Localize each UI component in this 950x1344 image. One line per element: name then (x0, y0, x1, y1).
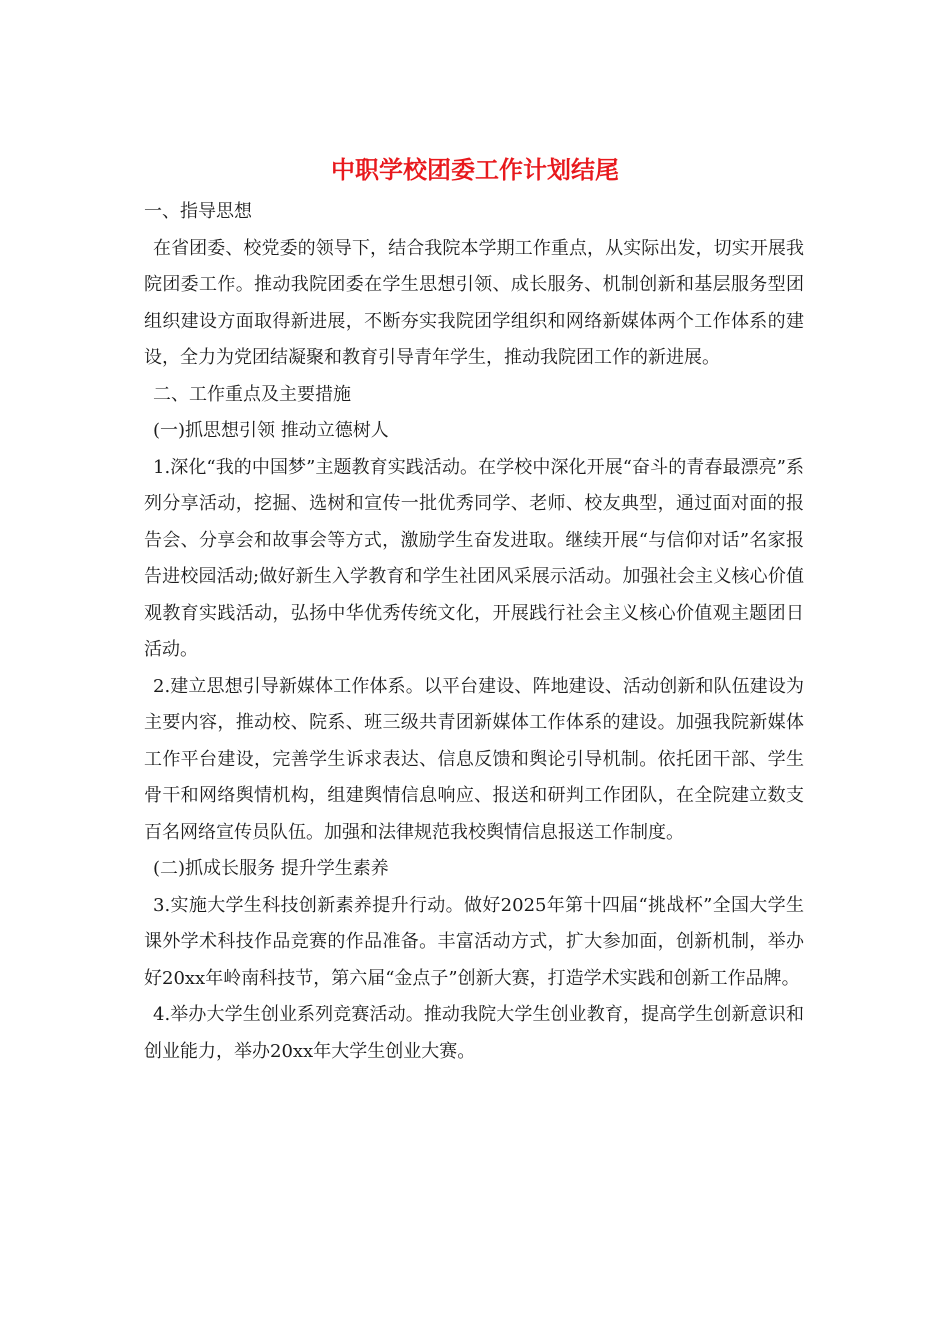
paragraph-item-3: 3.实施大学生科技创新素养提升行动。做好2025年第十四届“挑战杯”全国大学生课外学术科技作品竞赛的作品准备。丰富活动方式，扩大参加面，创新机制，举办好20xx年岭南科技节，第六届“金点子”创新大赛，打造学术实践和创新工作品牌。 (144, 894, 804, 989)
subsection-heading-2: (二)抓成长服务 提升学生素养 (153, 858, 389, 879)
paragraph-item-1: 1.深化“我的中国梦”主题教育实践活动。在学校中深化开展“奋斗的青春最漂亮”系列分享活动，挖掘、选树和宣传一批优秀同学、老师、校友典型，通过面对面的报告会、分享会和故事会等方式，激励学生奋发进取。继续开展“与信仰对话”名家报告进校园活动;做好新生入学教育和学生社团风采展示活动。加强社会主义核心价值观教育实践活动，弘扬中华优秀传统文化，开展践行社会主义核心价值观主题团日活动。 (144, 456, 804, 660)
paragraph-item-4: 4.举办大学生创业系列竞赛活动。推动我院大学生创业教育，提高学生创新意识和创业能力，举办20xx年大学生创业大赛。 (144, 1004, 804, 1062)
document-title: 中职学校团委工作计划结尾 (331, 155, 619, 184)
subsection-heading-1: (一)抓思想引领 推动立德树人 (153, 420, 389, 441)
document-body (144, 194, 804, 1070)
paragraph-item-2: 2.建立思想引导新媒体工作体系。以平台建设、阵地建设、活动创新和队伍建设为主要内容，推动校、院系、班三级共青团新媒体工作体系的建设。加强我院新媒体工作平台建设，完善学生诉求表达、信息反馈和舆论引导机制。依托团干部、学生骨干和网络舆情机构，组建舆情信息响应、报送和研判工作团队，在全院建立数支百名网络宣传员队伍。加强和法律规范我校舆情信息报送工作制度。 (144, 675, 804, 843)
section-heading-1: 一、指导思想 (144, 201, 252, 222)
paragraph-guiding-ideology: 在省团委、校党委的领导下，结合我院本学期工作重点，从实际出发，切实开展我院团委工作。推动我院团委在学生思想引领、成长服务、机制创新和基层服务型团组织建设方面取得新进展，不断夯实我院团学组织和网络新媒体两个工作体系的建设，全力为党团结凝聚和教育引导青年学生，推动我院团工作的新进展。 (144, 237, 804, 368)
section-heading-2: 二、工作重点及主要措施 (153, 383, 351, 405)
